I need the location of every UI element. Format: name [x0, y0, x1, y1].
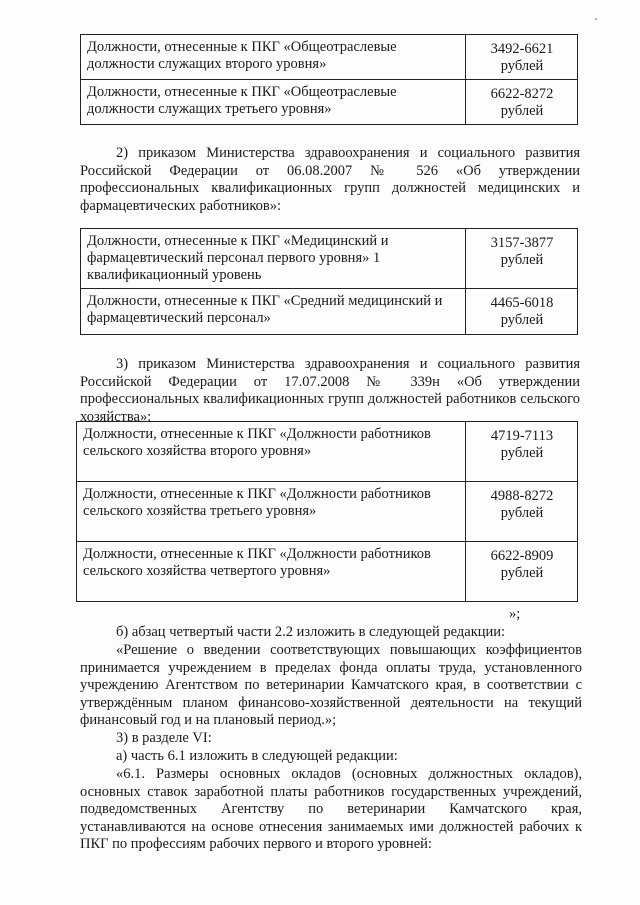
table-row: [81, 229, 578, 289]
salary-cell: 3492-6621 рублей: [466, 35, 578, 80]
closing-quote-mark: »;: [509, 606, 521, 622]
item-b: б) абзац четвертый части 2.2 изложить в следующей редакции:: [116, 624, 506, 640]
salary-cell: 3157-3877 рублей: [466, 229, 578, 289]
table-row: [81, 35, 578, 80]
item-a: а) часть 6.1 изложить в следующей редакции:: [116, 748, 398, 764]
paragraph-order-339n: 3) приказом Министерства здравоохранения и социального развития Российской Федерации от 17.07.2008 № 339н «Об утверждении профессиональных квалификационных групп должностей работников сельского хозяйства»:: [80, 356, 580, 425]
position-cell: Должности, отнесенные к ПКГ «Общеотраслевые должности служащих третьего уровня»: [81, 80, 466, 125]
quote-decision-paragraph: «Решение о введении соответствующих повышающих коэффициентов принимается учреждением в пределах фонда оплаты труда, установленного учреждению Агентством по ветеринарии Камчатского края, в соответствии с утверждённым планом финансово-хозяйственной деятельности на текущий финансовый год и на плановый период.»;: [80, 642, 582, 728]
table-row: [81, 289, 578, 335]
salary-cell: 4465-6018 рублей: [466, 289, 578, 335]
salary-table-medical-staff: [80, 228, 578, 335]
table-row: [77, 482, 578, 542]
salary-table-agriculture-staff: [76, 421, 578, 602]
position-cell: Должности, отнесенные к ПКГ «Медицинский и фармацевтический персонал первого уровня» 1 квалификационный уровень: [81, 229, 466, 289]
position-cell: Должности, отнесенные к ПКГ «Должности работников сельского хозяйства третьего уровня»: [77, 482, 466, 542]
position-cell: Должности, отнесенные к ПКГ «Должности работников сельского хозяйства четвертого уровня»: [77, 542, 466, 602]
position-cell: Должности, отнесенные к ПКГ «Средний медицинский и фармацевтический персонал»: [81, 289, 466, 335]
item-3-section-vi: 3) в разделе VI:: [116, 730, 212, 746]
salary-cell: 4988-8272 рублей: [466, 482, 578, 542]
position-cell: Должности, отнесенные к ПКГ «Общеотраслевые должности служащих второго уровня»: [81, 35, 466, 80]
position-cell: Должности, отнесенные к ПКГ «Должности работников сельского хозяйства второго уровня»: [77, 422, 466, 482]
table-row: [77, 542, 578, 602]
salary-cell: 6622-8909 рублей: [466, 542, 578, 602]
scan-speck: [595, 18, 597, 20]
paragraph-order-526: 2) приказом Министерства здравоохранения и социального развития Российской Федерации от 06.08.2007 № 526 «Об утверждении профессиональных квалификационных групп должностей медицинских и фармацевтических работников»:: [80, 145, 580, 214]
salary-cell: 6622-8272 рублей: [466, 80, 578, 125]
quote-6-1-paragraph: «6.1. Размеры основных окладов (основных должностных окладов), основных ставок заработной платы работников государственных учреждений, подведомственных Агентству по ветеринарии Камчатского края, устанавливаются на основе отнесения занимаемых ими должностей рабочих к ПКГ по профессиям рабочих первого и второго уровней:: [80, 766, 582, 852]
table-row: [77, 422, 578, 482]
table-row: [81, 80, 578, 125]
salary-cell: 4719-7113 рублей: [466, 422, 578, 482]
salary-table-general-staff: [80, 34, 578, 125]
